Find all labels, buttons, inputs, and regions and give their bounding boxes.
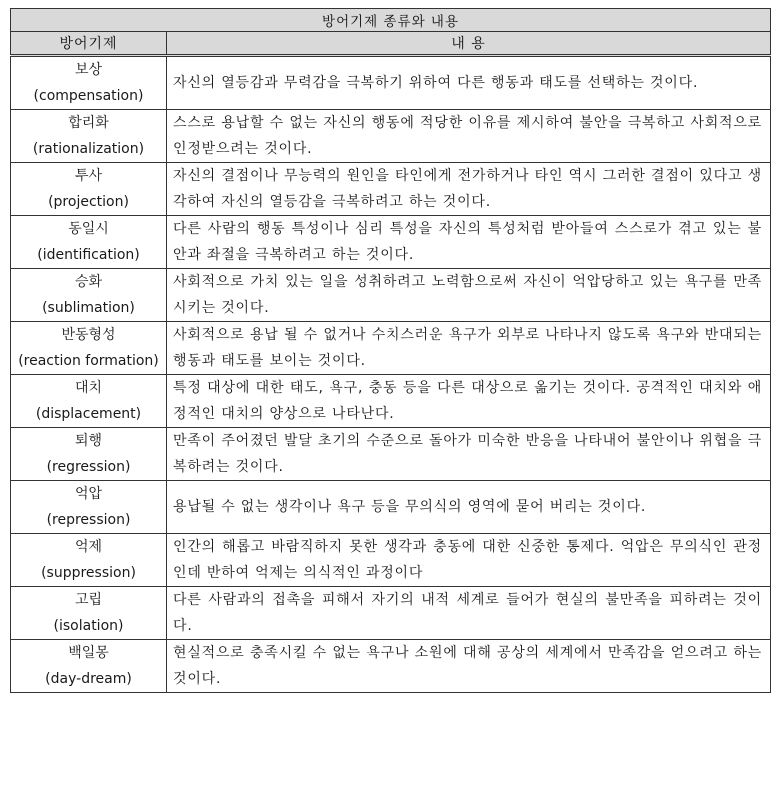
- mechanism-name-ko: 대치: [74, 380, 103, 396]
- mechanism-description: 특정 대상에 대한 태도, 욕구, 충동 등을 다른 대상으로 옮기는 것이다. 공격적인 대치와 애정적인 대치의 양상으로 나타난다.: [167, 375, 771, 428]
- mechanism-name-en: (suppression): [41, 565, 136, 581]
- defense-mechanism-table-container: [10, 8, 770, 693]
- mechanism-name-en: (reaction formation): [18, 353, 159, 369]
- mechanism-name-cell: [11, 534, 167, 587]
- table-row: [11, 587, 771, 640]
- mechanism-description: 사회적으로 용납 될 수 없거나 수치스러운 욕구가 외부로 나타나지 않도록 욕구와 반대되는 행동과 태도를 보이는 것이다.: [167, 322, 771, 375]
- mechanism-name-cell: [11, 640, 167, 693]
- mechanism-description: 다른 사람과의 접촉을 피해서 자기의 내적 세계로 들어가 현실의 불만족을 피하려는 것이다.: [167, 587, 771, 640]
- mechanism-name-ko: 합리화: [68, 115, 109, 131]
- table-header-row: [11, 32, 771, 56]
- mechanism-name-cell: [11, 216, 167, 269]
- mechanism-name-en: (displacement): [35, 406, 142, 422]
- mechanism-description: 현실적으로 충족시킬 수 없는 욕구나 소원에 대해 공상의 세계에서 만족감을 얻으려고 하는 것이다.: [167, 640, 771, 693]
- mechanism-name-ko: 반동형성: [61, 327, 116, 343]
- header-content: 내 용: [167, 32, 771, 56]
- mechanism-name-ko: 동일시: [68, 221, 109, 237]
- mechanism-name-en: (day-dream): [45, 671, 132, 687]
- mechanism-name-cell: [11, 375, 167, 428]
- defense-mechanism-table: [10, 8, 771, 693]
- mechanism-name-en: (isolation): [53, 618, 124, 634]
- mechanism-name-ko: 백일몽: [68, 645, 109, 661]
- table-row: [11, 481, 771, 534]
- mechanism-name-cell: [11, 322, 167, 375]
- mechanism-name-en: (compensation): [33, 88, 144, 104]
- mechanism-name-en: (rationalization): [32, 141, 145, 157]
- mechanism-name-en: (repression): [46, 512, 131, 528]
- mechanism-name-ko: 고립: [74, 592, 103, 608]
- mechanism-name-ko: 보상: [74, 62, 103, 78]
- mechanism-name-cell: [11, 110, 167, 163]
- table-title-row: [11, 9, 771, 32]
- mechanism-name-en: (projection): [48, 194, 129, 210]
- mechanism-description: 만족이 주어졌던 발달 초기의 수준으로 돌아가 미숙한 반응을 나타내어 불안이나 위협을 극복하려는 것이다.: [167, 428, 771, 481]
- mechanism-name-ko: 승화: [74, 274, 103, 290]
- mechanism-name-ko: 억제: [74, 539, 103, 555]
- table-row: [11, 216, 771, 269]
- mechanism-description: 사회적으로 가치 있는 일을 성취하려고 노력함으로써 자신이 억압당하고 있는 욕구를 만족시키는 것이다.: [167, 269, 771, 322]
- table-row: [11, 534, 771, 587]
- table-row: [11, 269, 771, 322]
- mechanism-description: 자신의 열등감과 무력감을 극복하기 위하여 다른 행동과 태도를 선택하는 것이다.: [167, 56, 771, 110]
- table-row: [11, 640, 771, 693]
- mechanism-name-en: (regression): [46, 459, 131, 475]
- mechanism-description: 자신의 결점이나 무능력의 원인을 타인에게 전가하거나 타인 역시 그러한 결점이 있다고 생각하여 자신의 열등감을 극복하려고 하는 것이다.: [167, 163, 771, 216]
- mechanism-description: 용납될 수 없는 생각이나 욕구 등을 무의식의 영역에 묻어 버리는 것이다.: [167, 481, 771, 534]
- mechanism-name-cell: [11, 56, 167, 110]
- mechanism-name-cell: [11, 481, 167, 534]
- mechanism-description: 스스로 용납할 수 없는 자신의 행동에 적당한 이유를 제시하여 불안을 극복하고 사회적으로 인정받으려는 것이다.: [167, 110, 771, 163]
- mechanism-name-cell: [11, 269, 167, 322]
- table-row: [11, 56, 771, 110]
- mechanism-name-ko: 투사: [74, 168, 103, 184]
- table-row: [11, 428, 771, 481]
- mechanism-description: 인간의 해롭고 바람직하지 못한 생각과 충동에 대한 신중한 통제다. 억압은 무의식인 관정인데 반하여 억제는 의식적인 과정이다: [167, 534, 771, 587]
- table-title: 방어기제 종류와 내용: [11, 9, 771, 32]
- mechanism-name-cell: [11, 163, 167, 216]
- mechanism-name-ko: 억압: [74, 486, 103, 502]
- table-row: [11, 110, 771, 163]
- table-row: [11, 163, 771, 216]
- mechanism-name-en: (sublimation): [42, 300, 135, 316]
- mechanism-name-en: (identification): [37, 247, 140, 263]
- header-mechanism: 방어기제: [11, 32, 167, 56]
- mechanism-name-cell: [11, 587, 167, 640]
- table-row: [11, 322, 771, 375]
- mechanism-name-cell: [11, 428, 167, 481]
- mechanism-name-ko: 퇴행: [74, 433, 103, 449]
- table-row: [11, 375, 771, 428]
- mechanism-description: 다른 사람의 행동 특성이나 심리 특성을 자신의 특성처럼 받아들여 스스로가 겪고 있는 불안과 좌절을 극복하려고 하는 것이다.: [167, 216, 771, 269]
